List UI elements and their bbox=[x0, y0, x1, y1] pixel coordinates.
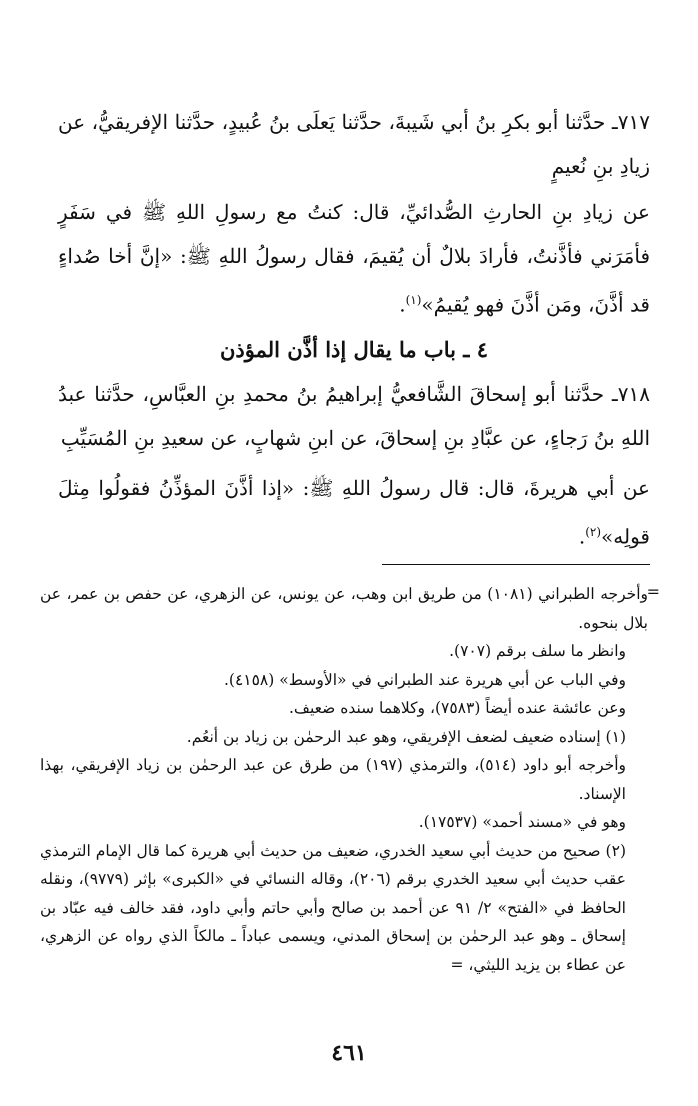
footnote-2: (٢) صحيح من حديث أبي سعيد الخدري، ضعيف من حديث أبي هريرة كما قال الإمام الترمذي عقب حديث أبي سعيد الخدري برقم (٢٠٦)، وقاله النسائي في «الكبرى» بإثر (٩٧٧٩)، ونقله الحافظ في «الفتح» ٢/ ٩١ عن أحمد بن صالح وأبي حاتم وأبي داود، فقد خالف فيه عبّاد بن إسحاق ـ وهو عبد الرحمٰن بن إسحاق المدني، ويسمى عباداً ـ مالكاً الذي رواه عن الزهري، عن عطاء بن يزيد الليثي، = bbox=[40, 841, 626, 974]
footnote-continued-2: وانظر ما سلف برقم (٧٠٧). bbox=[449, 642, 626, 660]
footnote-continued-3: وفي الباب عن أبي هريرة عند الطبراني في «الأوسط» (٤١٥٨). bbox=[223, 670, 626, 689]
hadith-718-matn bbox=[58, 466, 650, 559]
hadith-718-isnad: ٧١٨ـ حدَّثنا أبو إسحاقَ الشَّافعيُّ إبراهيمُ بنُ محمدِ بنِ العبَّاسِ، حدَّثنا عبدُ اللهِ بنُ رَجاءٍ، عن عبَّادِ بنِ إسحاقَ، عن ابنِ شهابٍ، عن سعيدِ بنِ المُسَيِّبِ bbox=[58, 382, 650, 450]
footnote-divider bbox=[382, 564, 650, 565]
footnote-1-line-2: وأخرجه أبو داود (٥١٤)، والترمذي (١٩٧) من طرق عن عبد الرحمٰن بن زياد الإفريقي، بهذا الإسناد. bbox=[40, 756, 627, 803]
continuation-mark: = bbox=[646, 582, 660, 601]
hadith-718-end: . bbox=[578, 524, 586, 549]
hadith-717-text: عن زيادِ بنِ الحارثِ الصُّدائيِّ، قال: كنتُ مع رسولِ اللهِ ﷺ في سَفَرٍ فأمَرَني فأذَّنتُ، فأرادَ بلالٌ أن يُقيمَ، فقال رسولُ اللهِ ﷺ: «إنَّ أخا صُداءٍ قد أذَّنَ، ومَن أذَّنَ فهو يُقيمُ» bbox=[58, 200, 650, 317]
hadith-717-matn bbox=[58, 190, 650, 327]
hadith-717-isnad: ٧١٧ـ حدَّثنا أبو بكرِ بنُ أبي شَيبةَ، حدَّثنا يَعلَى بنُ عُبيدٍ، حدَّثنا الإفريقيُّ، عن زيادِ بنِ نُعيمٍ bbox=[58, 110, 650, 178]
footnote-1-line-1: (١) إسناده ضعيف لضعف الإفريقي، وهو عبد الرحمٰن بن زياد بن أنعُم. bbox=[186, 727, 626, 746]
hadith-718-text: عن أبي هريرةَ، قال: قال رسولُ اللهِ ﷺ: «إذا أذَّنَ المؤذِّنُ فقولُوا مِثلَ قولِه» bbox=[58, 476, 650, 549]
footnote-continued-1: وأخرجه الطبراني (١٠٨١) من طريق ابن وهب، عن يونس، عن الزهري، عن حفص بن عمر، عن بلال بنحوه. bbox=[40, 585, 649, 632]
hadith-717 bbox=[58, 100, 650, 188]
footnote-ref-1: (١) bbox=[405, 293, 422, 307]
footnote-continued-4: وعن عائشة عنده أيضاً (٧٥٨٣)، وكلاهما سنده ضعيف. bbox=[288, 699, 626, 717]
chapter-heading: ٤ ـ باب ما يقال إذا أذَّن المؤذن bbox=[219, 337, 489, 362]
hadith-717-end: . bbox=[399, 292, 406, 317]
page-number: ٤٦١ bbox=[331, 1040, 367, 1066]
footnotes bbox=[40, 580, 648, 979]
footnote-ref-2: (٢) bbox=[585, 525, 602, 539]
hadith-718 bbox=[58, 372, 650, 460]
footnote-1-line-3: وهو في «مسند أحمد» (١٧٥٣٧). bbox=[418, 813, 626, 831]
